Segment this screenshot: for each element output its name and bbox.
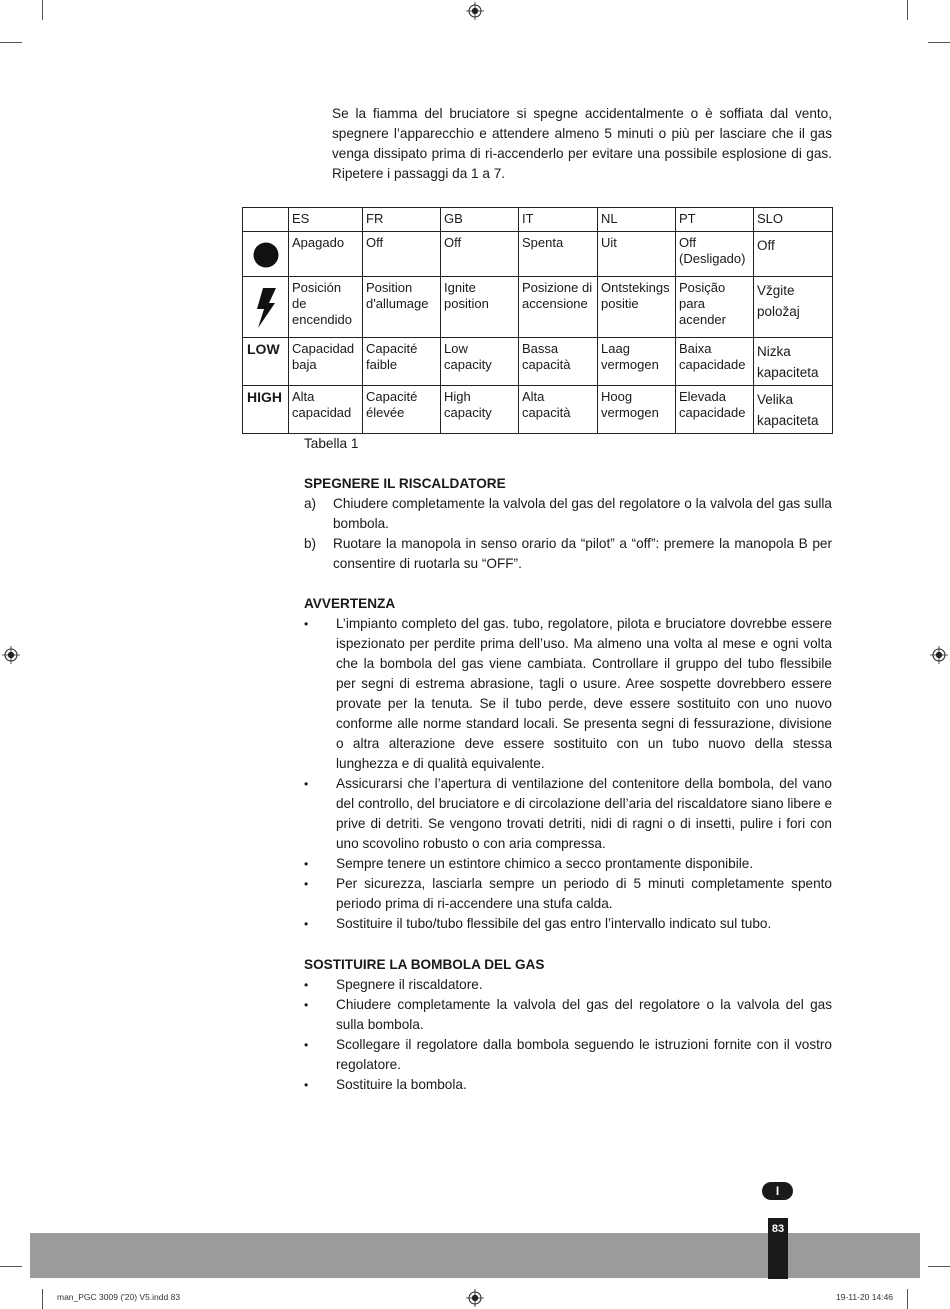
table-row-header: HIGH bbox=[243, 386, 289, 434]
table-cell: Off bbox=[754, 232, 833, 277]
list-item-text: Sostituire il tubo/tubo flessibile del gas entro l’intervallo indicato sul tubo. bbox=[336, 916, 772, 931]
list-item-text: Sostituire la bombola. bbox=[336, 1077, 467, 1092]
section-heading: AVVERTENZA bbox=[304, 596, 396, 611]
list-item-text: L’impianto completo del gas. tubo, regolatore, pilota e bruciatore dovrebbe essere ispezionato per perdite prima dell’uso. Ma almeno una volta al mese e ogni volta che la bombola del gas viene cambiata. Controllare il gruppo del tubo flessibile per segni di estrema abrasione, tagli o usure. Aree sospette dovrebbero essere provate per la tenuta. Se il tubo perde, deve essere sostituito con uno nuovo conforme alle norme standard locali. Se presenta segni di fessurazione, divisione o altra alterazione deve essere sostituito con un tubo nuovo della stessa lunghezza e di qualità equivalente. bbox=[336, 616, 832, 771]
crop-mark bbox=[907, 1289, 908, 1309]
ignition-positions-table bbox=[242, 207, 833, 434]
section-turn-off bbox=[304, 474, 832, 574]
table-cell: Elevada capacidade bbox=[676, 386, 754, 434]
list-item-text: Scollegare il regolatore dalla bombola seguendo le istruzioni fornite con il vostro regolatore. bbox=[336, 1037, 832, 1072]
list-item bbox=[304, 1075, 832, 1095]
table-cell: Low capacity bbox=[441, 338, 519, 386]
table-cell: Capacité faible bbox=[363, 338, 441, 386]
table-header-cell: IT bbox=[519, 208, 598, 232]
list-item bbox=[304, 854, 832, 874]
table-cell: Off (Desligado) bbox=[676, 232, 754, 277]
slug-file-info: man_PGC 3009 ('20) V5.indd 83 bbox=[57, 1292, 181, 1302]
off-dot-icon bbox=[253, 242, 279, 268]
table-row bbox=[243, 277, 833, 338]
registration-mark-icon bbox=[466, 1289, 484, 1307]
table-caption: Tabella 1 bbox=[304, 436, 359, 451]
crop-mark bbox=[907, 0, 908, 20]
list-item-text: Chiudere completamente la valvola del gas del regolatore o la valvola del gas sulla bombola. bbox=[336, 997, 832, 1032]
table-cell: Alta capacità bbox=[519, 386, 598, 434]
table-cell: Posizione di accensione bbox=[519, 277, 598, 338]
intro-paragraph: Se la fiamma del bruciatore si spegne accidentalmente o è soffiata dal vento, spegnere l’apparecchio e attendere almeno 5 minuti o più per lasciare che il gas venga dissipato prima di ri-accenderlo per evitare una possibile esplosione di gas. Ripetere i passaggi da 1 a 7. bbox=[332, 106, 832, 181]
table-cell: Posición de encendido bbox=[289, 277, 363, 338]
table-cell: High capacity bbox=[441, 386, 519, 434]
table-cell: Spenta bbox=[519, 232, 598, 277]
bullet-marker: • bbox=[304, 877, 309, 891]
registration-mark-icon bbox=[466, 2, 484, 20]
bullet-marker: • bbox=[304, 998, 309, 1012]
crop-mark bbox=[0, 1266, 22, 1267]
list-item bbox=[304, 774, 832, 854]
page-number: 83 bbox=[768, 1218, 788, 1279]
table-header-cell: SLO bbox=[754, 208, 833, 232]
table-cell: Ignite position bbox=[441, 277, 519, 338]
spark-icon bbox=[254, 287, 278, 329]
table-header-cell: GB bbox=[441, 208, 519, 232]
table-cell: Velika kapaciteta bbox=[754, 386, 833, 434]
crop-mark bbox=[928, 1266, 950, 1267]
bullet-marker: • bbox=[304, 857, 309, 871]
table-row-header bbox=[243, 232, 289, 277]
table-row bbox=[243, 338, 833, 386]
table-header-cell: FR bbox=[363, 208, 441, 232]
bullet-marker: • bbox=[304, 978, 309, 992]
table-row bbox=[243, 232, 833, 277]
table-cell: Vžgite položaj bbox=[754, 277, 833, 338]
registration-mark-icon bbox=[2, 646, 20, 664]
table-row-header: LOW bbox=[243, 338, 289, 386]
section-heading: SPEGNERE IL RISCALDATORE bbox=[304, 476, 506, 491]
bullet-marker: • bbox=[304, 617, 309, 631]
table-cell: Uit bbox=[598, 232, 676, 277]
table-cell: Nizka kapaciteta bbox=[754, 338, 833, 386]
list-item bbox=[304, 995, 832, 1035]
slug-date-time: 19-11-20 14:46 bbox=[836, 1292, 894, 1302]
list-item bbox=[304, 1035, 832, 1075]
table-corner-cell bbox=[243, 208, 289, 232]
table-cell: Capacité élevée bbox=[363, 386, 441, 434]
section-warning bbox=[304, 594, 832, 934]
list-item-text: Chiudere completamente la valvola del gas del regolatore o la valvola del gas sulla bombola. bbox=[333, 496, 832, 531]
language-badge: I bbox=[762, 1182, 793, 1200]
table-header-cell: ES bbox=[289, 208, 363, 232]
table-cell: Off bbox=[441, 232, 519, 277]
list-marker: a) bbox=[304, 496, 317, 511]
table-cell: Bassa capacità bbox=[519, 338, 598, 386]
table-header-cell: PT bbox=[676, 208, 754, 232]
table-cell: Off bbox=[363, 232, 441, 277]
crop-mark bbox=[0, 42, 22, 43]
list-item bbox=[304, 534, 832, 574]
table-cell: Apagado bbox=[289, 232, 363, 277]
table-row bbox=[243, 386, 833, 434]
crop-mark bbox=[42, 0, 43, 20]
list-item bbox=[304, 975, 832, 995]
list-item-text: Per sicurezza, lasciarla sempre un periodo di 5 minuti completamente spento periodo prima di ri-accendere una stufa calda. bbox=[336, 876, 832, 911]
list-item bbox=[304, 874, 832, 914]
bullet-marker: • bbox=[304, 917, 309, 931]
registration-mark-icon bbox=[930, 646, 948, 664]
table-header-cell: NL bbox=[598, 208, 676, 232]
list-item bbox=[304, 914, 832, 934]
table-cell: Alta capacidad bbox=[289, 386, 363, 434]
list-item bbox=[304, 494, 832, 534]
bullet-marker: • bbox=[304, 777, 309, 791]
table-cell: Capacidad baja bbox=[289, 338, 363, 386]
bullet-marker: • bbox=[304, 1038, 309, 1052]
section-heading: SOSTITUIRE LA BOMBOLA DEL GAS bbox=[304, 957, 545, 972]
table-row-header bbox=[243, 277, 289, 338]
table-cell: Ontstekings positie bbox=[598, 277, 676, 338]
list-item-text: Spegnere il riscaldatore. bbox=[336, 977, 483, 992]
list-marker: b) bbox=[304, 536, 317, 551]
table-cell: Laag vermogen bbox=[598, 338, 676, 386]
bullet-marker: • bbox=[304, 1078, 309, 1092]
table-header-row bbox=[243, 208, 833, 232]
section-replace-cylinder bbox=[304, 955, 832, 1095]
table-cell: Posição para acender bbox=[676, 277, 754, 338]
list-item-text: Assicurarsi che l’apertura di ventilazione del contenitore della bombola, del vano del controllo, del bruciatore e di circolazione dell’aria del riscaldatore siano libere e prive di detriti. Se vengono trovati detriti, nidi di ragni o di insetti, pulire i fori con uno scovolino robusto o con aria compressa. bbox=[336, 776, 832, 851]
table-cell: Hoog vermogen bbox=[598, 386, 676, 434]
list-item-text: Ruotare la manopola in senso orario da “pilot” a “off”: premere la manopola B per consentire di ruotarla su “OFF”. bbox=[333, 536, 832, 571]
crop-mark bbox=[928, 42, 950, 43]
table-cell: Position d'allumage bbox=[363, 277, 441, 338]
table-cell: Baixa capacidade bbox=[676, 338, 754, 386]
list-item-text: Sempre tenere un estintore chimico a secco prontamente disponibile. bbox=[336, 856, 754, 871]
crop-mark bbox=[42, 1289, 43, 1309]
list-item bbox=[304, 614, 832, 774]
